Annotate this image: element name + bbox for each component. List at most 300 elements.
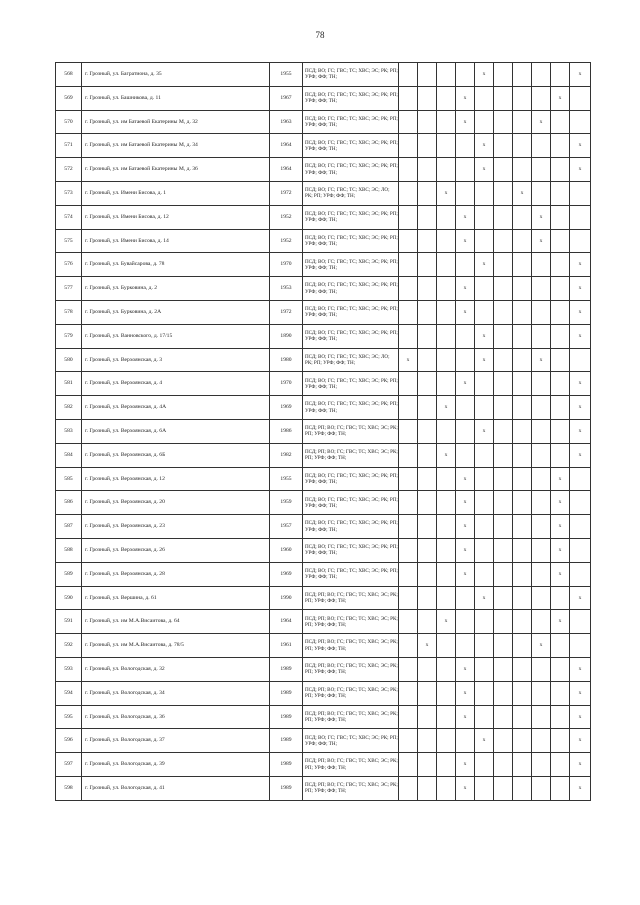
work-type-cell [399, 229, 418, 253]
work-type-cell [494, 562, 513, 586]
work-type-cell [418, 419, 437, 443]
work-type-cell [418, 729, 437, 753]
row-number-cell: 579 [56, 324, 82, 348]
table-row [56, 158, 591, 182]
work-type-cell [494, 729, 513, 753]
work-type-cell [494, 396, 513, 420]
address-cell: г. Грозный, ул. Вологодская, д. 39 [82, 753, 270, 777]
work-type-cell [437, 300, 456, 324]
year-cell: 1972 [270, 300, 303, 324]
address-cell: г. Грозный, ул. Верхоянская, д. 4А [82, 396, 270, 420]
work-type-cell [551, 634, 570, 658]
work-type-cell [418, 467, 437, 491]
work-type-cell [475, 372, 494, 396]
systems-cell: ПСД; РП; ВО; ГС; ГВС; ТС; ХВС; ЭС; РК; РП; УРФ; ФФ; ТН; [303, 681, 399, 705]
address-cell: г. Грозный, ул. Верхоянская, д. 12 [82, 467, 270, 491]
work-type-cell [418, 443, 437, 467]
work-type-cell [513, 753, 532, 777]
work-type-cell [475, 467, 494, 491]
systems-cell: ПСД; ВО; ГС; ГВС; ТС; ХВС; ЭС; РК; РП; УРФ; ФФ; ТН; [303, 229, 399, 253]
work-type-cell [475, 181, 494, 205]
systems-cell: ПСД; РП; ВО; ГС; ГВС; ТС; ХВС; ЭС; РК; РП; УРФ; ФФ; ТН; [303, 753, 399, 777]
work-type-cell [494, 181, 513, 205]
systems-cell: ПСД; ВО; ГС; ГВС; ТС; ХВС; ЭС; РК; РП; УРФ; ФФ; ТН; [303, 396, 399, 420]
address-cell: г. Грозный, ул. Бурковина, д. 2 [82, 277, 270, 301]
address-cell: г. Грозный, ул. им Батаевой Екатерины М, д. 36 [82, 158, 270, 182]
work-type-cell: x [456, 86, 475, 110]
address-cell: г. Грозный, ул. Имени Бисова, д. 14 [82, 229, 270, 253]
work-type-cell [399, 681, 418, 705]
row-number-cell: 568 [56, 63, 82, 87]
systems-cell: ПСД; ВО; ГС; ГВС; ТС; ХВС; ЭС; РК; РП; УРФ; ФФ; ТН; [303, 324, 399, 348]
work-type-cell [437, 467, 456, 491]
work-type-cell [399, 63, 418, 87]
work-type-cell: x [456, 538, 475, 562]
work-type-cell [513, 86, 532, 110]
work-type-cell [475, 776, 494, 800]
work-type-cell [418, 277, 437, 301]
work-type-cell [418, 538, 437, 562]
table-row [56, 181, 591, 205]
row-number-cell: 581 [56, 372, 82, 396]
row-number-cell: 593 [56, 657, 82, 681]
work-type-cell [532, 253, 551, 277]
work-type-cell [456, 253, 475, 277]
work-type-cell: x [475, 253, 494, 277]
work-type-cell [437, 491, 456, 515]
work-type-cell [551, 324, 570, 348]
work-type-cell: x [399, 348, 418, 372]
year-cell: 1969 [270, 396, 303, 420]
work-type-cell: x [475, 586, 494, 610]
work-type-cell [418, 348, 437, 372]
address-cell: г. Грозный, ул. им Батаевой Екатерины М, д. 32 [82, 110, 270, 134]
work-type-cell [551, 110, 570, 134]
work-type-cell: x [551, 86, 570, 110]
table-row [56, 348, 591, 372]
work-type-cell [475, 610, 494, 634]
row-number-cell: 580 [56, 348, 82, 372]
table-row [56, 277, 591, 301]
work-type-cell: x [456, 515, 475, 539]
work-type-cell [475, 86, 494, 110]
work-type-cell: x [437, 396, 456, 420]
work-type-cell [513, 705, 532, 729]
work-type-cell: x [570, 657, 591, 681]
work-type-cell [494, 86, 513, 110]
table-row [56, 586, 591, 610]
work-type-cell [399, 419, 418, 443]
address-cell: г. Грозный, ул. Верхоянская, д. 26 [82, 538, 270, 562]
year-cell: 1989 [270, 753, 303, 777]
work-type-cell [437, 705, 456, 729]
work-type-cell [532, 562, 551, 586]
work-type-cell: x [551, 562, 570, 586]
table-row [56, 776, 591, 800]
work-type-cell [570, 229, 591, 253]
work-type-cell [513, 657, 532, 681]
work-type-cell [437, 372, 456, 396]
work-type-cell [399, 324, 418, 348]
table-row [56, 562, 591, 586]
work-type-cell [513, 63, 532, 87]
work-type-cell [570, 610, 591, 634]
systems-cell: ПСД; ВО; ГС; ГВС; ТС; ХВС; ЭС; РК; РП; УРФ; ФФ; ТН; [303, 134, 399, 158]
work-type-cell [437, 538, 456, 562]
work-type-cell [456, 610, 475, 634]
address-cell: г. Грозный, ул. Верхоянская, д. 28 [82, 562, 270, 586]
work-type-cell [532, 776, 551, 800]
work-type-cell: x [570, 419, 591, 443]
work-type-cell [437, 729, 456, 753]
work-type-cell: x [532, 110, 551, 134]
work-type-cell [475, 229, 494, 253]
work-type-cell [551, 443, 570, 467]
year-cell: 1952 [270, 229, 303, 253]
work-type-cell [418, 110, 437, 134]
work-type-cell [532, 681, 551, 705]
row-number-cell: 572 [56, 158, 82, 182]
work-type-cell [513, 562, 532, 586]
address-cell: г. Грозный, ул. Бувайсарова, д. 78 [82, 253, 270, 277]
work-type-cell [475, 705, 494, 729]
work-type-cell [418, 491, 437, 515]
row-number-cell: 574 [56, 205, 82, 229]
work-type-cell: x [570, 729, 591, 753]
address-cell: г. Грозный, ул. Вологодская, д. 41 [82, 776, 270, 800]
work-type-cell: x [456, 681, 475, 705]
work-type-cell [551, 681, 570, 705]
work-type-cell [551, 181, 570, 205]
work-type-cell [418, 705, 437, 729]
work-type-cell: x [551, 515, 570, 539]
work-type-cell [437, 348, 456, 372]
work-type-cell [532, 419, 551, 443]
table-row [56, 63, 591, 87]
systems-cell: ПСД; ВО; ГС; ГВС; ТС; ХВС; ЭС; ЛО; РК; РП; УРФ; ФФ; ТН; [303, 348, 399, 372]
work-type-cell [475, 277, 494, 301]
work-type-cell [532, 586, 551, 610]
row-number-cell: 586 [56, 491, 82, 515]
work-type-cell [475, 634, 494, 658]
work-type-cell: x [570, 63, 591, 87]
table-body [56, 63, 591, 801]
buildings-table [55, 62, 591, 801]
table-row [56, 610, 591, 634]
work-type-cell [570, 205, 591, 229]
work-type-cell [551, 776, 570, 800]
systems-cell: ПСД; ВО; ГС; ГВС; ТС; ХВС; ЭС; ЛО; РК; РП; УРФ; ФФ; ТН; [303, 181, 399, 205]
year-cell: 1990 [270, 586, 303, 610]
work-type-cell [418, 158, 437, 182]
row-number-cell: 582 [56, 396, 82, 420]
systems-cell: ПСД; ВО; ГС; ГВС; ТС; ХВС; ЭС; РК; РП; УРФ; ФФ; ТН; [303, 491, 399, 515]
work-type-cell: x [570, 586, 591, 610]
work-type-cell [437, 63, 456, 87]
year-cell: 1989 [270, 681, 303, 705]
work-type-cell [437, 681, 456, 705]
address-cell: г. Грозный, ул. Верхоянская, д. 4 [82, 372, 270, 396]
table-row [56, 324, 591, 348]
work-type-cell [513, 586, 532, 610]
table-row [56, 372, 591, 396]
row-number-cell: 583 [56, 419, 82, 443]
work-type-cell [399, 134, 418, 158]
table-row [56, 229, 591, 253]
year-cell: 1955 [270, 467, 303, 491]
work-type-cell [456, 443, 475, 467]
work-type-cell [456, 729, 475, 753]
year-cell: 1972 [270, 181, 303, 205]
address-cell: г. Грозный, ул. Бурковина, д. 2А [82, 300, 270, 324]
work-type-cell [437, 515, 456, 539]
systems-cell: ПСД; ВО; ГС; ГВС; ТС; ХВС; ЭС; РК; РП; УРФ; ФФ; ТН; [303, 110, 399, 134]
work-type-cell [456, 63, 475, 87]
work-type-cell [475, 538, 494, 562]
work-type-cell [399, 158, 418, 182]
systems-cell: ПСД; ВО; ГС; ГВС; ТС; ХВС; ЭС; РК; РП; УРФ; ФФ; ТН; [303, 158, 399, 182]
table-row [56, 491, 591, 515]
work-type-cell [513, 396, 532, 420]
address-cell: г. Грозный, ул. Верхоянская, д. 6А [82, 419, 270, 443]
work-type-cell [494, 229, 513, 253]
work-type-cell [551, 372, 570, 396]
systems-cell: ПСД; ВО; ГС; ГВС; ТС; ХВС; ЭС; РК; РП; УРФ; ФФ; ТН; [303, 86, 399, 110]
work-type-cell [513, 134, 532, 158]
work-type-cell [494, 277, 513, 301]
row-number-cell: 588 [56, 538, 82, 562]
work-type-cell [532, 443, 551, 467]
work-type-cell: x [475, 158, 494, 182]
work-type-cell: x [570, 300, 591, 324]
work-type-cell [513, 681, 532, 705]
work-type-cell [399, 729, 418, 753]
systems-cell: ПСД; ВО; ГС; ГВС; ТС; ХВС; ЭС; РК; РП; УРФ; ФФ; ТН; [303, 538, 399, 562]
table-row [56, 729, 591, 753]
work-type-cell: x [532, 634, 551, 658]
work-type-cell [475, 681, 494, 705]
address-cell: г. Грозный, ул. Вологодская, д. 32 [82, 657, 270, 681]
address-cell: г. Грозный, ул. им Батаевой Екатерины М, д. 34 [82, 134, 270, 158]
work-type-cell [494, 134, 513, 158]
systems-cell: ПСД; ВО; ГС; ГВС; ТС; ХВС; ЭС; РК; РП; УРФ; ФФ; ТН; [303, 277, 399, 301]
work-type-cell [494, 205, 513, 229]
work-type-cell [456, 324, 475, 348]
work-type-cell [513, 205, 532, 229]
work-type-cell [418, 181, 437, 205]
work-type-cell [532, 610, 551, 634]
work-type-cell [494, 158, 513, 182]
address-cell: г. Грозный, ул. Башникова, д. 11 [82, 86, 270, 110]
work-type-cell: x [437, 610, 456, 634]
work-type-cell [418, 586, 437, 610]
work-type-cell [418, 372, 437, 396]
work-type-cell [399, 300, 418, 324]
work-type-cell [513, 348, 532, 372]
work-type-cell: x [532, 348, 551, 372]
work-type-cell [475, 205, 494, 229]
year-cell: 1970 [270, 372, 303, 396]
systems-cell: ПСД; ВО; ГС; ГВС; ТС; ХВС; ЭС; РК; РП; УРФ; ФФ; ТН; [303, 515, 399, 539]
row-number-cell: 578 [56, 300, 82, 324]
work-type-cell [494, 538, 513, 562]
work-type-cell [399, 657, 418, 681]
work-type-cell [399, 396, 418, 420]
systems-cell: ПСД; РП; ВО; ГС; ГВС; ТС; ХВС; ЭС; РК; РП; УРФ; ФФ; ТН; [303, 657, 399, 681]
systems-cell: ПСД; РП; ВО; ГС; ГВС; ТС; ХВС; ЭС; РК; РП; УРФ; ФФ; ТН; [303, 419, 399, 443]
year-cell: 1989 [270, 776, 303, 800]
work-type-cell [570, 491, 591, 515]
work-type-cell [437, 253, 456, 277]
work-type-cell [437, 229, 456, 253]
work-type-cell [513, 538, 532, 562]
work-type-cell: x [551, 491, 570, 515]
systems-cell: ПСД; ВО; ГС; ГВС; ТС; ХВС; ЭС; РК; РП; УРФ; ФФ; ТН; [303, 253, 399, 277]
work-type-cell: x [456, 300, 475, 324]
work-type-cell [532, 467, 551, 491]
work-type-cell [437, 158, 456, 182]
work-type-cell: x [456, 705, 475, 729]
table-row [56, 396, 591, 420]
work-type-cell [494, 491, 513, 515]
page-number: 78 [315, 30, 325, 40]
work-type-cell [399, 586, 418, 610]
table-row [56, 538, 591, 562]
work-type-cell [551, 205, 570, 229]
work-type-cell [399, 253, 418, 277]
year-cell: 1964 [270, 610, 303, 634]
work-type-cell [513, 324, 532, 348]
work-type-cell [513, 491, 532, 515]
work-type-cell [437, 419, 456, 443]
address-cell: г. Грозный, ул. Верхоянская, д. 23 [82, 515, 270, 539]
work-type-cell [418, 63, 437, 87]
work-type-cell [437, 86, 456, 110]
address-cell: г. Грозный, ул. Вологодская, д. 34 [82, 681, 270, 705]
work-type-cell [551, 300, 570, 324]
work-type-cell: x [456, 753, 475, 777]
row-number-cell: 585 [56, 467, 82, 491]
work-type-cell [513, 610, 532, 634]
year-cell: 1964 [270, 134, 303, 158]
row-number-cell: 576 [56, 253, 82, 277]
year-cell: 1955 [270, 63, 303, 87]
work-type-cell: x [456, 205, 475, 229]
row-number-cell: 595 [56, 705, 82, 729]
work-type-cell: x [456, 657, 475, 681]
row-number-cell: 571 [56, 134, 82, 158]
work-type-cell: x [570, 776, 591, 800]
work-type-cell: x [456, 110, 475, 134]
year-cell: 1980 [270, 348, 303, 372]
systems-cell: ПСД; РП; ВО; ГС; ГВС; ТС; ХВС; ЭС; РК; РП; УРФ; ФФ; ТН; [303, 705, 399, 729]
work-type-cell [475, 300, 494, 324]
work-type-cell [494, 110, 513, 134]
work-type-cell: x [456, 491, 475, 515]
work-type-cell [399, 776, 418, 800]
address-cell: г. Грозный, ул. Имени Бисова, д. 12 [82, 205, 270, 229]
work-type-cell: x [532, 229, 551, 253]
work-type-cell: x [551, 610, 570, 634]
work-type-cell [494, 610, 513, 634]
work-type-cell: x [475, 63, 494, 87]
work-type-cell [494, 586, 513, 610]
row-number-cell: 589 [56, 562, 82, 586]
work-type-cell [551, 657, 570, 681]
year-cell: 1959 [270, 491, 303, 515]
work-type-cell: x [437, 181, 456, 205]
work-type-cell [456, 634, 475, 658]
work-type-cell [513, 515, 532, 539]
work-type-cell [494, 467, 513, 491]
work-type-cell [513, 419, 532, 443]
work-type-cell [494, 515, 513, 539]
table-row [56, 657, 591, 681]
work-type-cell [551, 348, 570, 372]
work-type-cell [418, 86, 437, 110]
work-type-cell [475, 396, 494, 420]
work-type-cell [437, 753, 456, 777]
row-number-cell: 584 [56, 443, 82, 467]
work-type-cell [532, 134, 551, 158]
address-cell: г. Грозный, ул. Верхоянская, д. 20 [82, 491, 270, 515]
work-type-cell [456, 158, 475, 182]
work-type-cell: x [456, 372, 475, 396]
work-type-cell [475, 657, 494, 681]
work-type-cell [551, 277, 570, 301]
systems-cell: ПСД; РП; ВО; ГС; ГВС; ТС; ХВС; ЭС; РК; РП; УРФ; ФФ; ТН; [303, 443, 399, 467]
work-type-cell: x [570, 372, 591, 396]
table-row [56, 86, 591, 110]
systems-cell: ПСД; ВО; ГС; ГВС; ТС; ХВС; ЭС; РК; РП; УРФ; ФФ; ТН; [303, 372, 399, 396]
address-cell: г. Грозный, ул. им М.А.Висаитова, д. 78/5 [82, 634, 270, 658]
work-type-cell [418, 776, 437, 800]
work-type-cell [456, 396, 475, 420]
address-cell: г. Грозный, ул. им М.А.Висаитова, д. 64 [82, 610, 270, 634]
year-cell: 1952 [270, 205, 303, 229]
work-type-cell [551, 396, 570, 420]
table-row [56, 467, 591, 491]
work-type-cell [418, 205, 437, 229]
year-cell: 1989 [270, 729, 303, 753]
work-type-cell: x [570, 324, 591, 348]
work-type-cell [532, 396, 551, 420]
work-type-cell [532, 657, 551, 681]
work-type-cell: x [551, 467, 570, 491]
work-type-cell [437, 562, 456, 586]
work-type-cell [456, 348, 475, 372]
work-type-cell [513, 467, 532, 491]
work-type-cell [399, 277, 418, 301]
work-type-cell [513, 277, 532, 301]
work-type-cell [532, 324, 551, 348]
work-type-cell [532, 515, 551, 539]
work-type-cell [399, 753, 418, 777]
work-type-cell [399, 467, 418, 491]
work-type-cell: x [513, 181, 532, 205]
work-type-cell [494, 634, 513, 658]
work-type-cell [437, 205, 456, 229]
work-type-cell [570, 634, 591, 658]
table-row [56, 205, 591, 229]
work-type-cell [437, 776, 456, 800]
table-row [56, 134, 591, 158]
row-number-cell: 591 [56, 610, 82, 634]
work-type-cell: x [418, 634, 437, 658]
year-cell: 1964 [270, 158, 303, 182]
work-type-cell [418, 562, 437, 586]
table-row [56, 110, 591, 134]
